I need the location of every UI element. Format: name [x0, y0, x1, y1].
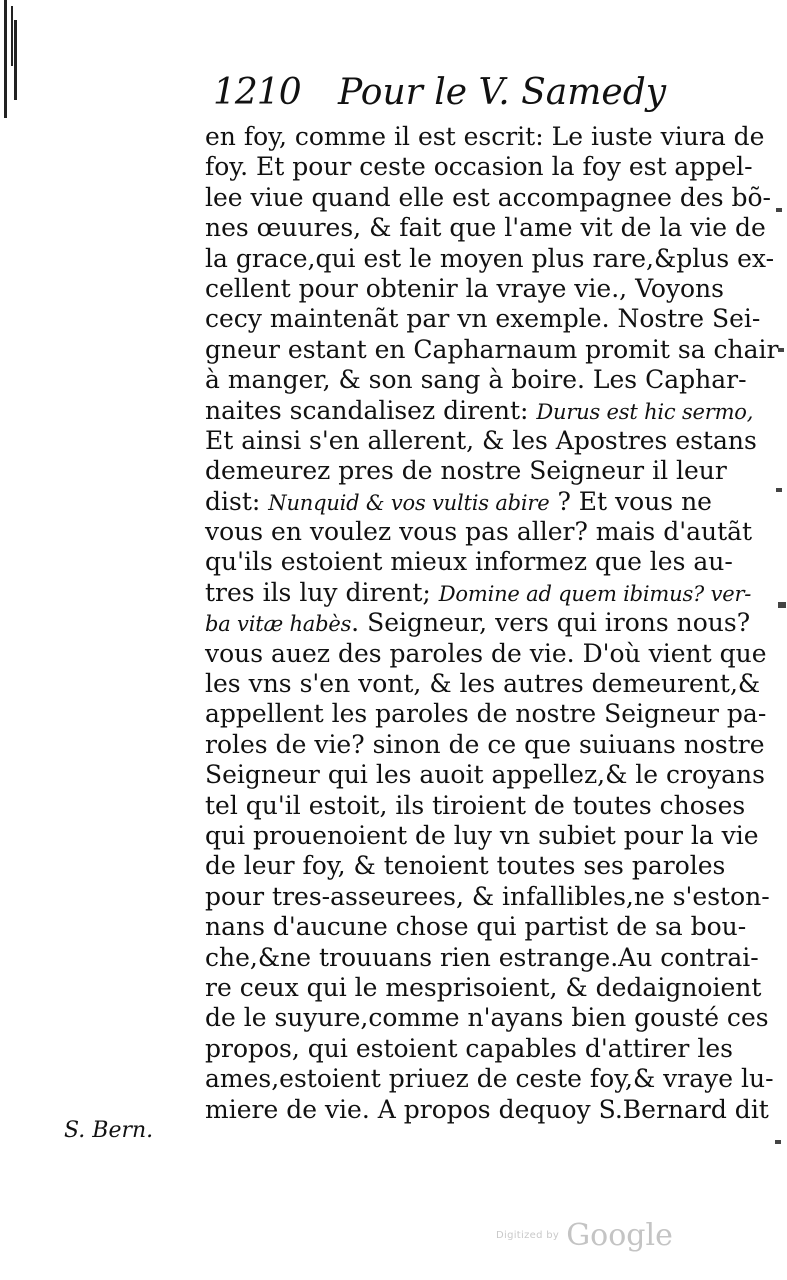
stray-ink-mark [776, 208, 782, 212]
text-line: qui prouenoient de luy vn subiet pour la vie [205, 820, 759, 850]
text-line: ames,estoient priuez de ceste foy,& vraye lu- [205, 1064, 774, 1094]
page-number: 1210 [213, 72, 301, 113]
text-fragment: dist: [205, 486, 261, 516]
text-line: tel qu'il estoit, ils tiroient de toutes choses [205, 790, 746, 820]
text-line: re ceux qui le mesprisoient, & dedaignoient [205, 972, 762, 1002]
text-fragment: naites scandalisez dirent: [205, 395, 529, 425]
text-line: miere de vie. A propos dequoy S.Bernard dit [205, 1094, 769, 1124]
text-line: lee viue quand elle est accompagnee des bõ- [205, 182, 771, 212]
text-line: vous auez des paroles de vie. D'où vient que [205, 638, 767, 668]
text-line: de le suyure,comme n'ayans bien gousté ces [205, 1003, 769, 1033]
text-fragment: ? Et vous ne [557, 486, 712, 516]
body-text [205, 122, 779, 1125]
text-line: gneur estant en Capharnaum promit sa chair [205, 334, 779, 364]
text-line [205, 395, 754, 426]
watermark-prefix: Digitized by [496, 1230, 560, 1241]
text-line: vous en voulez vous pas aller? mais d'autãt [205, 517, 753, 547]
text-line: en foy, comme il est escrit: Le iuste viura de [205, 122, 765, 151]
latin-quote: Nunquid & vos vultis abire [268, 490, 550, 515]
text-line: nans d'aucune chose qui partist de sa bou- [205, 912, 747, 942]
latin-quote: ba vitæ habès [205, 612, 352, 637]
text-line: demeurez pres de nostre Seigneur il leur [205, 456, 727, 486]
text-line: cecy maintenãt par vn exemple. Nostre Sei- [205, 304, 761, 334]
text-line: qu'ils estoient mieux informez que les au- [205, 547, 733, 577]
page-header [213, 72, 693, 122]
latin-quote: Durus est hic sermo, [536, 399, 754, 424]
stray-ink-mark [775, 1140, 781, 1144]
text-line: nes œuures, & fait que l'ame vit de la vie de [205, 213, 766, 243]
text-line: foy. Et pour ceste occasion la foy est appel- [205, 152, 753, 182]
text-line [205, 577, 752, 608]
text-line: propos, qui estoient capables d'attirer les [205, 1033, 733, 1063]
text-line: roles de vie? sinon de ce que suiuans nostre [205, 729, 765, 759]
text-line: Seigneur qui les auoit appellez,& le croyans [205, 760, 765, 790]
text-line: appellent les paroles de nostre Seigneur pa- [205, 699, 767, 729]
text-fragment: tres ils luy dirent; [205, 577, 431, 607]
binding-edge [0, 0, 18, 120]
stray-ink-mark [778, 602, 786, 608]
stray-ink-mark [776, 488, 782, 492]
text-line: pour tres-asseurees, & infallibles,ne s'eston- [205, 881, 770, 911]
running-title: Pour le V. Samedy [338, 72, 667, 113]
text-fragment: . Seigneur, vers qui irons nous? [351, 608, 751, 638]
text-line: les vns s'en vont, & les autres demeurent,& [205, 669, 761, 699]
text-line [205, 608, 751, 638]
latin-quote: Domine ad quem ibimus? ver- [438, 581, 752, 606]
text-line: che,&ne trouuans rien estrange.Au contrai- [205, 942, 759, 972]
watermark-brand: Google [566, 1218, 673, 1253]
text-line: Et ainsi s'en allerent, & les Apostres estans [205, 425, 757, 455]
text-line: à manger, & son sang à boire. Les Caphar- [205, 365, 747, 395]
margin-note: S. Bern. [64, 1118, 154, 1143]
text-line: la grace,qui est le moyen plus rare,&plus ex- [205, 243, 775, 273]
text-line: de leur foy, & tenoient toutes ses paroles [205, 851, 726, 881]
text-line: cellent pour obtenir la vraye vie., Voyons [205, 273, 724, 303]
digitization-watermark [496, 1218, 673, 1253]
stray-ink-mark [778, 348, 784, 352]
text-line [205, 487, 710, 517]
